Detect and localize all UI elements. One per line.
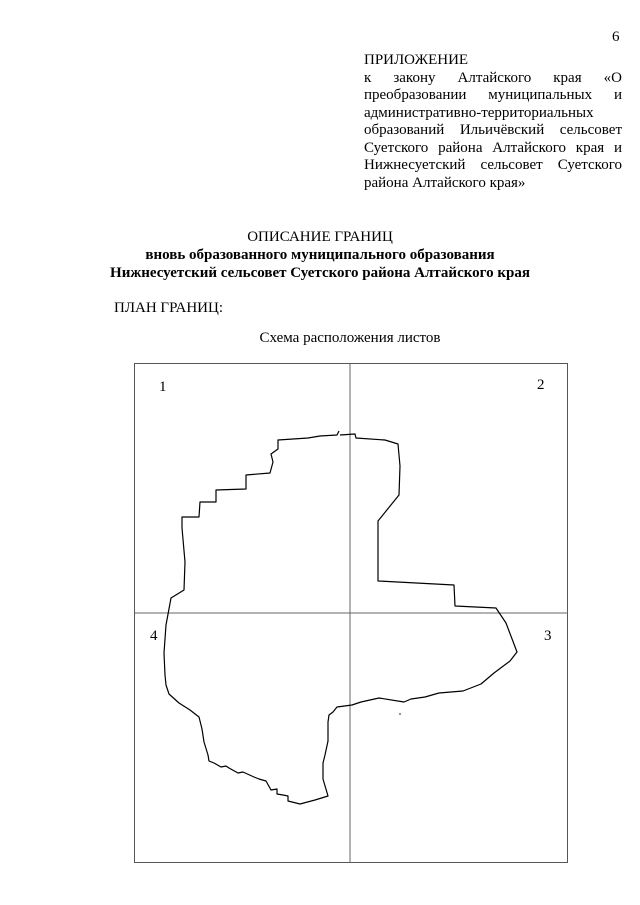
sheet-label-3: 3 — [544, 628, 552, 644]
heading-title: ОПИСАНИЕ ГРАНИЦ — [247, 229, 393, 245]
boundary-map-svg — [134, 363, 568, 863]
appendix-title: ПРИЛОЖЕНИЕ — [364, 52, 469, 68]
map-speck — [399, 713, 401, 715]
scheme-title: Схема расположения листов — [259, 330, 441, 346]
heading-subtitle-line2: Нижнесуетский сельсовет Суетского района Алтайского края — [110, 265, 530, 281]
sheet-layout-map — [134, 363, 568, 863]
description-heading — [0, 228, 640, 282]
appendix-block — [364, 52, 622, 192]
municipality-boundary-line — [164, 431, 517, 804]
sheet-label-2: 2 — [537, 377, 545, 393]
sheet-label-1: 1 — [159, 379, 167, 395]
heading-subtitle-line1: вновь образованного муниципального образования — [145, 247, 495, 263]
plan-label: ПЛАН ГРАНИЦ: — [114, 300, 224, 316]
page-number: 6 — [612, 29, 620, 45]
appendix-body: к закону Алтайского края «О преобразовании муниципальных и административно-территориальных образований Ильичёвский сельсовет Суетского района Алтайского края и Нижнесуетский сельсовет Суетского района Алтайского края» — [364, 69, 622, 191]
sheet-label-4: 4 — [150, 628, 158, 644]
